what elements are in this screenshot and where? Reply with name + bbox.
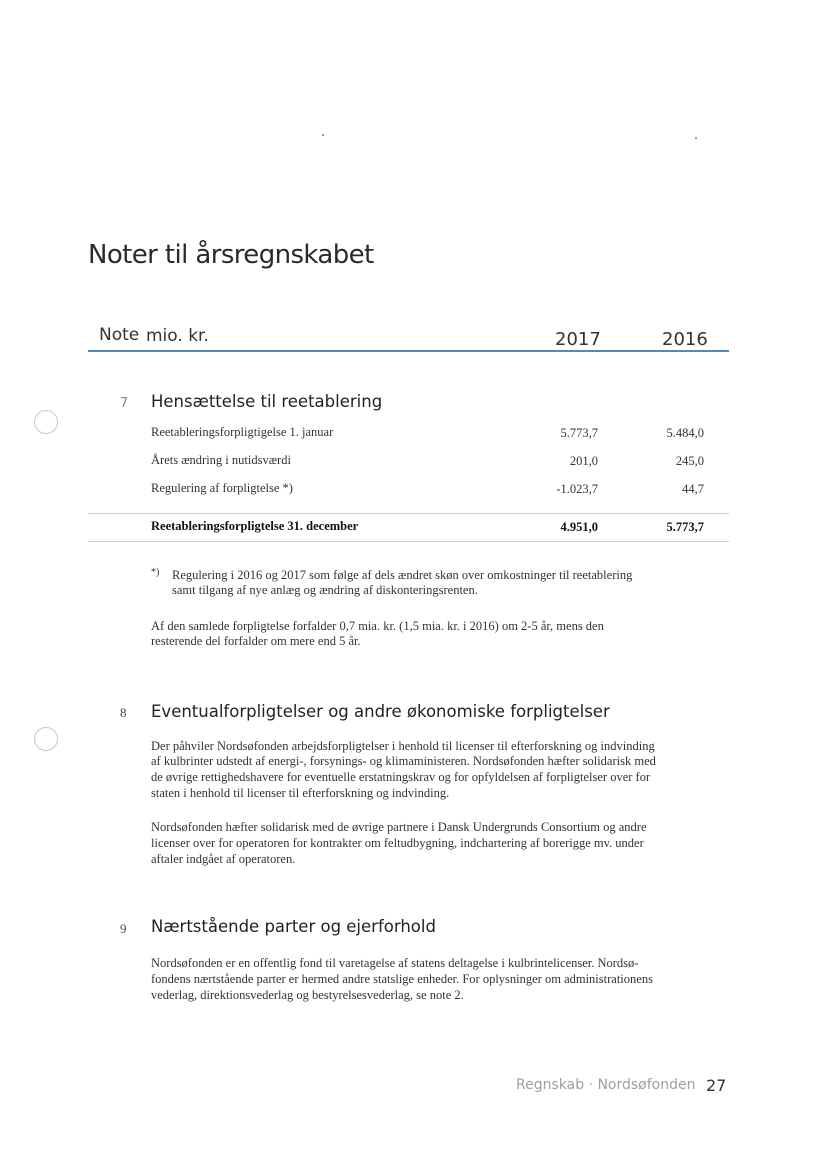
punch-hole-bottom [34, 727, 58, 751]
section9-para-line-3: vederlag, direktionsvederlag og bestyrelsesvederlag, se note 2. [151, 988, 464, 1002]
row-value-2017-opening: 5.773,7 [560, 426, 598, 440]
header-year-2017: 2017 [555, 329, 601, 350]
section8-para1-line-3: de øvrige rettighedshavere for eventuelle erstatningskrav og for opfyldelsen af forpligtelser over for [151, 770, 651, 784]
page-title: Noter til årsregnskabet [88, 240, 374, 270]
section8-para2-line-3: aftaler indgået af operatoren. [151, 852, 296, 866]
row-value-2017-total: 4.951,0 [560, 520, 598, 534]
section8-para1-line-1: Der påhviler Nordsøfonden arbejdsforpligtelser i henhold til licenser til efterforskning og indvinding [151, 739, 655, 753]
page-number: 27 [706, 1076, 727, 1095]
section-title-7: Hensættelse til reetablering [151, 392, 383, 411]
row-label-adjustment: Regulering af forpligtelse *) [151, 481, 293, 495]
section9-para-line-2: fondens nærtstående parter er hermed andre statslige enheder. For oplysninger om administrationens [151, 972, 653, 986]
row-label-opening: Reetableringsforpligtigelse 1. januar [151, 425, 334, 439]
row-value-2017-change: 201,0 [569, 454, 598, 468]
scan-speck [322, 134, 324, 136]
punch-hole-top [34, 410, 58, 434]
note-number-8: 8 [120, 705, 127, 720]
footnote-mark: *) [151, 567, 160, 578]
row-value-2017-adjustment: -1.023,7 [556, 482, 598, 496]
scan-speck [695, 137, 697, 139]
section-title-8: Eventualforpligtelser og andre økonomiske forpligtelser [151, 702, 610, 721]
total-bottom-rule [88, 541, 729, 542]
section8-para1-line-4: staten i henhold til licenser til efterforskning og indvinding. [151, 786, 450, 800]
row-value-2016-adjustment: 44,7 [682, 482, 704, 496]
section8-para2-line-2: licenser over for operatoren for kontrakter om feltudbygning, indchartering af borerigge mv. under [151, 836, 644, 850]
row-value-2016-opening: 5.484,0 [666, 426, 704, 440]
row-value-2016-total: 5.773,7 [666, 520, 704, 534]
section-title-9: Nærtstående parter og ejerforhold [151, 917, 436, 936]
section7-para-line-2: resterende del forfalder om mere end 5 år. [151, 634, 361, 648]
row-value-2016-change: 245,0 [675, 454, 704, 468]
note-number-9: 9 [120, 921, 127, 936]
row-label-change: Årets ændring i nutidsværdi [151, 453, 291, 467]
section7-para-line-1: Af den samlede forpligtelse forfalder 0,7 mia. kr. (1,5 mia. kr. i 2016) om 2-5 år, mens den [151, 619, 604, 633]
header-note-label: Note [99, 325, 140, 345]
footnote-line-2: samt tilgang af nye anlæg og ændring af diskonteringsrenten. [172, 583, 478, 597]
row-label-total: Reetableringsforpligtelse 31. december [151, 519, 359, 533]
header-rule [88, 350, 729, 352]
note-number-7: 7 [120, 396, 129, 411]
section8-para2-line-1: Nordsøfonden hæfter solidarisk med de øvrige partnere i Dansk Undergrunds Consortium og andre [151, 820, 647, 834]
header-unit-label: mio. kr. [146, 326, 209, 346]
section8-para1-line-2: af kulbrinter udstedt af energi-, forsynings- og klimaministeren. Nordsøfonden hæfter solidarisk med [151, 754, 656, 768]
footnote-line-1: Regulering i 2016 og 2017 som følge af dels ændret skøn over omkostninger til reetablering [172, 568, 633, 582]
total-top-rule [88, 513, 729, 514]
header-year-2016: 2016 [662, 329, 708, 350]
footer-text: Regnskab · Nordsøfonden [516, 1077, 696, 1093]
section9-para-line-1: Nordsøfonden er en offentlig fond til varetagelse af statens deltagelse i kulbrintelicenser. Nordsø- [151, 956, 639, 970]
